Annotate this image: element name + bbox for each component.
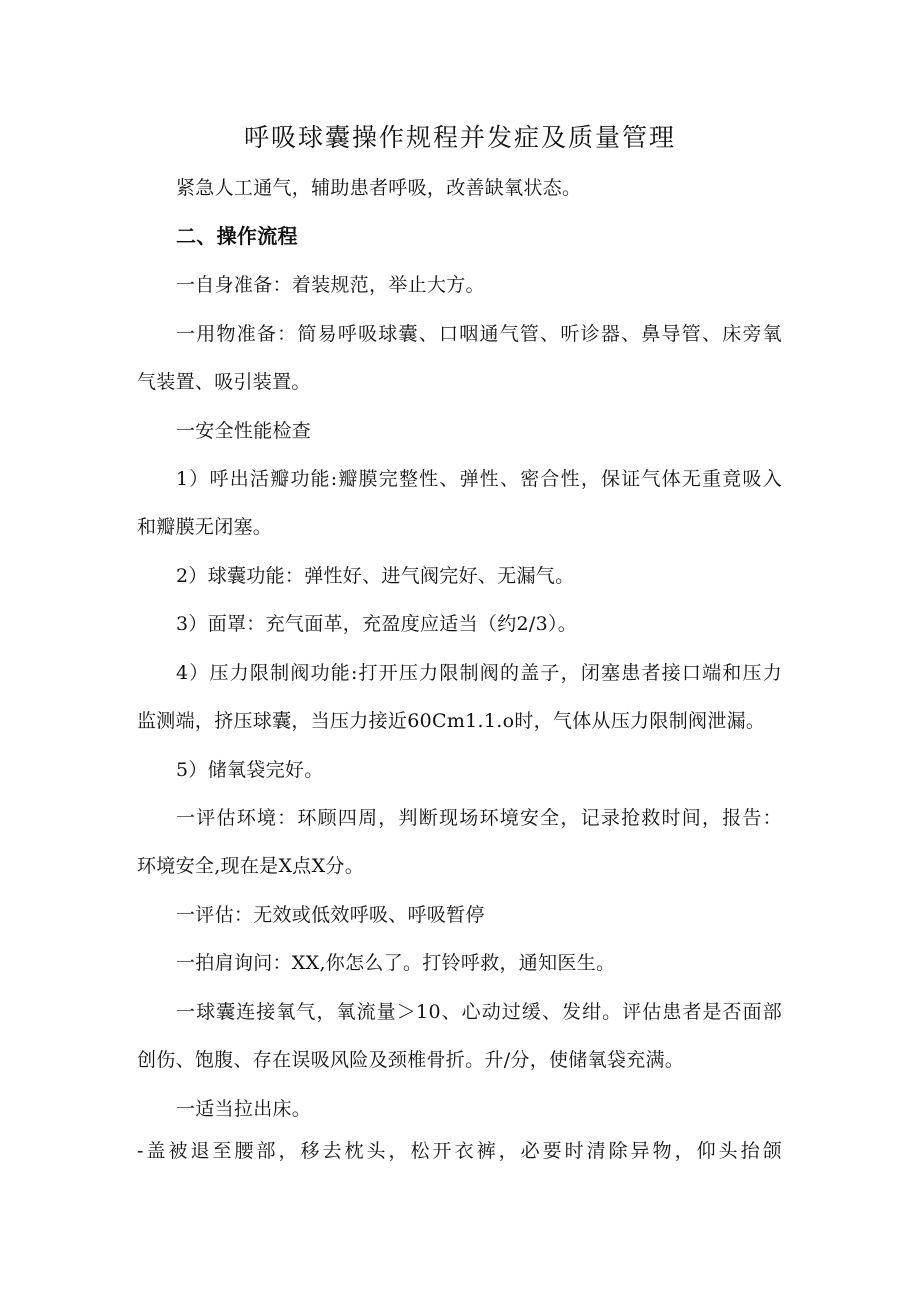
purpose-text: 紧急人工通气，辅助患者呼吸，改善缺氧状态。 (176, 177, 582, 199)
paragraph-line: 和瓣膜无闭塞。 (137, 516, 273, 538)
paragraph-line: 2）球囊功能：弹性好、进气阀完好、无漏气。 (176, 565, 575, 587)
paragraph-line: 一用物准备：简易呼吸球囊、口咽通气管、听诊器、鼻导管、床旁氧 (176, 323, 782, 345)
paragraph-line: 监测端，挤压球囊，当压力接近60Cm1.1.o时，气体从压力限制阀泄漏。 (137, 710, 766, 732)
paragraph-line: 1）呼出活瓣功能:瓣膜完整性、弹性、密合性，保证气体无重竟吸入 (176, 468, 782, 490)
paragraph-line: 4）压力限制阀功能:打开压力限制阀的盖子，闭塞患者接口端和压力 (176, 662, 782, 684)
paragraph-line: 5）储氧袋完好。 (176, 759, 324, 781)
paragraph-line: 一适当拉出床。 (176, 1098, 312, 1120)
paragraph-line: 气装置、吸引装置。 (137, 371, 311, 393)
document-title: 呼吸球囊操作规程并发症及质量管理 (243, 123, 676, 152)
paragraph-line: -盖被退至腰部，移去枕头，松开衣裤，必要时清除异物，仰头抬颌 (137, 1140, 782, 1162)
paragraph-line: 环境安全,现在是X点X分。 (137, 855, 364, 877)
paragraph-line: 一自身准备：着装规范，举止大方。 (176, 274, 485, 296)
paragraph-line: 一评估：无效或低效呼吸、呼吸暂停 (176, 904, 485, 926)
paragraph-line: 一球囊连接氧气，氧流量＞10、心动过缓、发绀。评估患者是否面部 (176, 1001, 782, 1023)
paragraph-line: 创伤、饱腹、存在误吸风险及颈椎骨折。升/分，使储氧袋充满。 (137, 1049, 685, 1071)
section-heading-procedure: 二、操作流程 (176, 224, 298, 248)
paragraph-line: 一评估环境：环顾四周，判断现场环境安全，记录抢救时间，报告： (176, 807, 782, 829)
paragraph-line: 3）面罩：充气面革，充盈度应适当（约2/3）。 (176, 613, 578, 635)
paragraph-line: 一拍肩询问：XX,你怎么了。打铃呼救，通知医生。 (176, 952, 616, 974)
paragraph-line: 一安全性能检查 (176, 420, 312, 442)
